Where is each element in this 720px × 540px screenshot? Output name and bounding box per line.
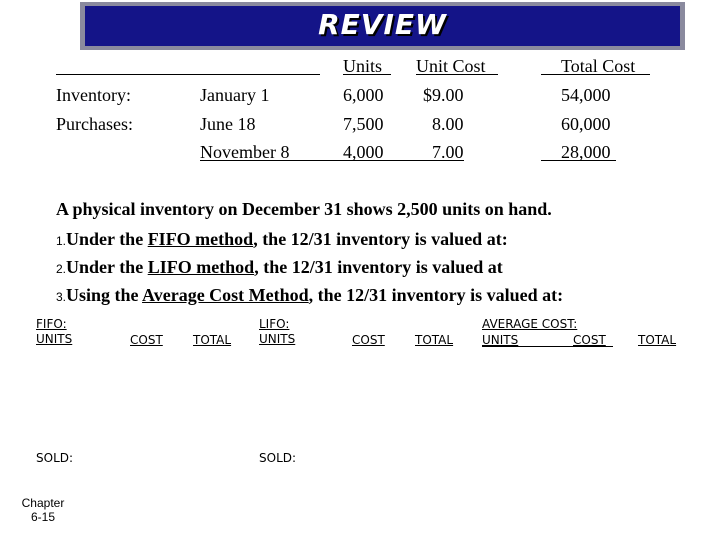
avg-title: AVERAGE COST: bbox=[482, 317, 578, 331]
fifo-cost-header: COST bbox=[130, 333, 163, 347]
lifo-total-header: TOTAL bbox=[415, 333, 454, 347]
row-units: 4,000 bbox=[343, 142, 384, 162]
lifo-title: LIFO: bbox=[259, 317, 290, 331]
row-total: 60,000 bbox=[561, 114, 611, 134]
chapter-label bbox=[18, 496, 68, 524]
row-unit-cost: $9.00 bbox=[423, 85, 464, 105]
question-method: FIFO method bbox=[147, 229, 254, 249]
title-banner-fill bbox=[85, 6, 680, 46]
fifo-total-header: TOTAL bbox=[193, 333, 232, 347]
inventory-statement: A physical inventory on December 31 shows 2,500 units on hand. bbox=[56, 199, 552, 219]
lifo-cost-header: COST bbox=[352, 333, 385, 347]
chapter-line-1: Chapter bbox=[21, 496, 65, 510]
fifo-sold-label: SOLD: bbox=[36, 451, 74, 465]
row-date: November 8 bbox=[200, 142, 290, 162]
row-date: January 1 bbox=[200, 85, 270, 105]
row-units: 6,000 bbox=[343, 85, 384, 105]
lifo-units-header: UNITS bbox=[259, 332, 296, 346]
header-total-cost: Total Cost bbox=[561, 56, 636, 76]
question-number: 1. bbox=[56, 234, 67, 248]
row-total: 28,000 bbox=[561, 142, 611, 162]
header-rule-units bbox=[343, 74, 391, 75]
question-method: LIFO method bbox=[147, 257, 255, 277]
row-label: Purchases: bbox=[56, 114, 133, 134]
avg-total-header: TOTAL bbox=[638, 333, 677, 347]
avg-cost-header: COST bbox=[573, 333, 606, 347]
avg-units-header: UNITS bbox=[482, 333, 519, 347]
header-rule-total-cost bbox=[541, 74, 650, 75]
question-post: , the 12/31 inventory is valued at: bbox=[308, 285, 564, 305]
question-post: , the 12/31 inventory is valued at: bbox=[253, 229, 508, 249]
footer-rule-right bbox=[541, 160, 616, 161]
chapter-line-2: 6-15 bbox=[30, 510, 56, 524]
slide-title: REVIEW bbox=[318, 8, 447, 41]
row-units: 7,500 bbox=[343, 114, 384, 134]
title-banner bbox=[80, 2, 685, 50]
question-number: 3. bbox=[56, 290, 67, 304]
footer-rule-left bbox=[200, 160, 464, 161]
question-pre: Under the bbox=[66, 257, 148, 277]
question-method: Average Cost Method bbox=[142, 285, 309, 305]
row-unit-cost: 7.00 bbox=[432, 142, 464, 162]
header-units: Units bbox=[343, 56, 383, 76]
row-total: 54,000 bbox=[561, 85, 611, 105]
avg-units-cost-rule bbox=[482, 346, 613, 347]
question-post: , the 12/31 inventory is valued at bbox=[254, 257, 503, 277]
question-pre: Using the bbox=[66, 285, 143, 305]
row-label: Inventory: bbox=[56, 85, 131, 105]
question-2 bbox=[56, 257, 503, 278]
row-unit-cost: 8.00 bbox=[432, 114, 464, 134]
lifo-sold-label: SOLD: bbox=[259, 451, 297, 465]
header-rule-left bbox=[56, 74, 320, 75]
header-unit-cost: Unit Cost bbox=[416, 56, 486, 76]
question-1 bbox=[56, 229, 508, 250]
question-pre: Under the bbox=[66, 229, 148, 249]
header-rule-unit-cost bbox=[416, 74, 498, 75]
question-3 bbox=[56, 285, 563, 306]
fifo-units-header: UNITS bbox=[36, 332, 73, 346]
question-number: 2. bbox=[56, 262, 67, 276]
row-date: June 18 bbox=[200, 114, 256, 134]
fifo-title: FIFO: bbox=[36, 317, 67, 331]
